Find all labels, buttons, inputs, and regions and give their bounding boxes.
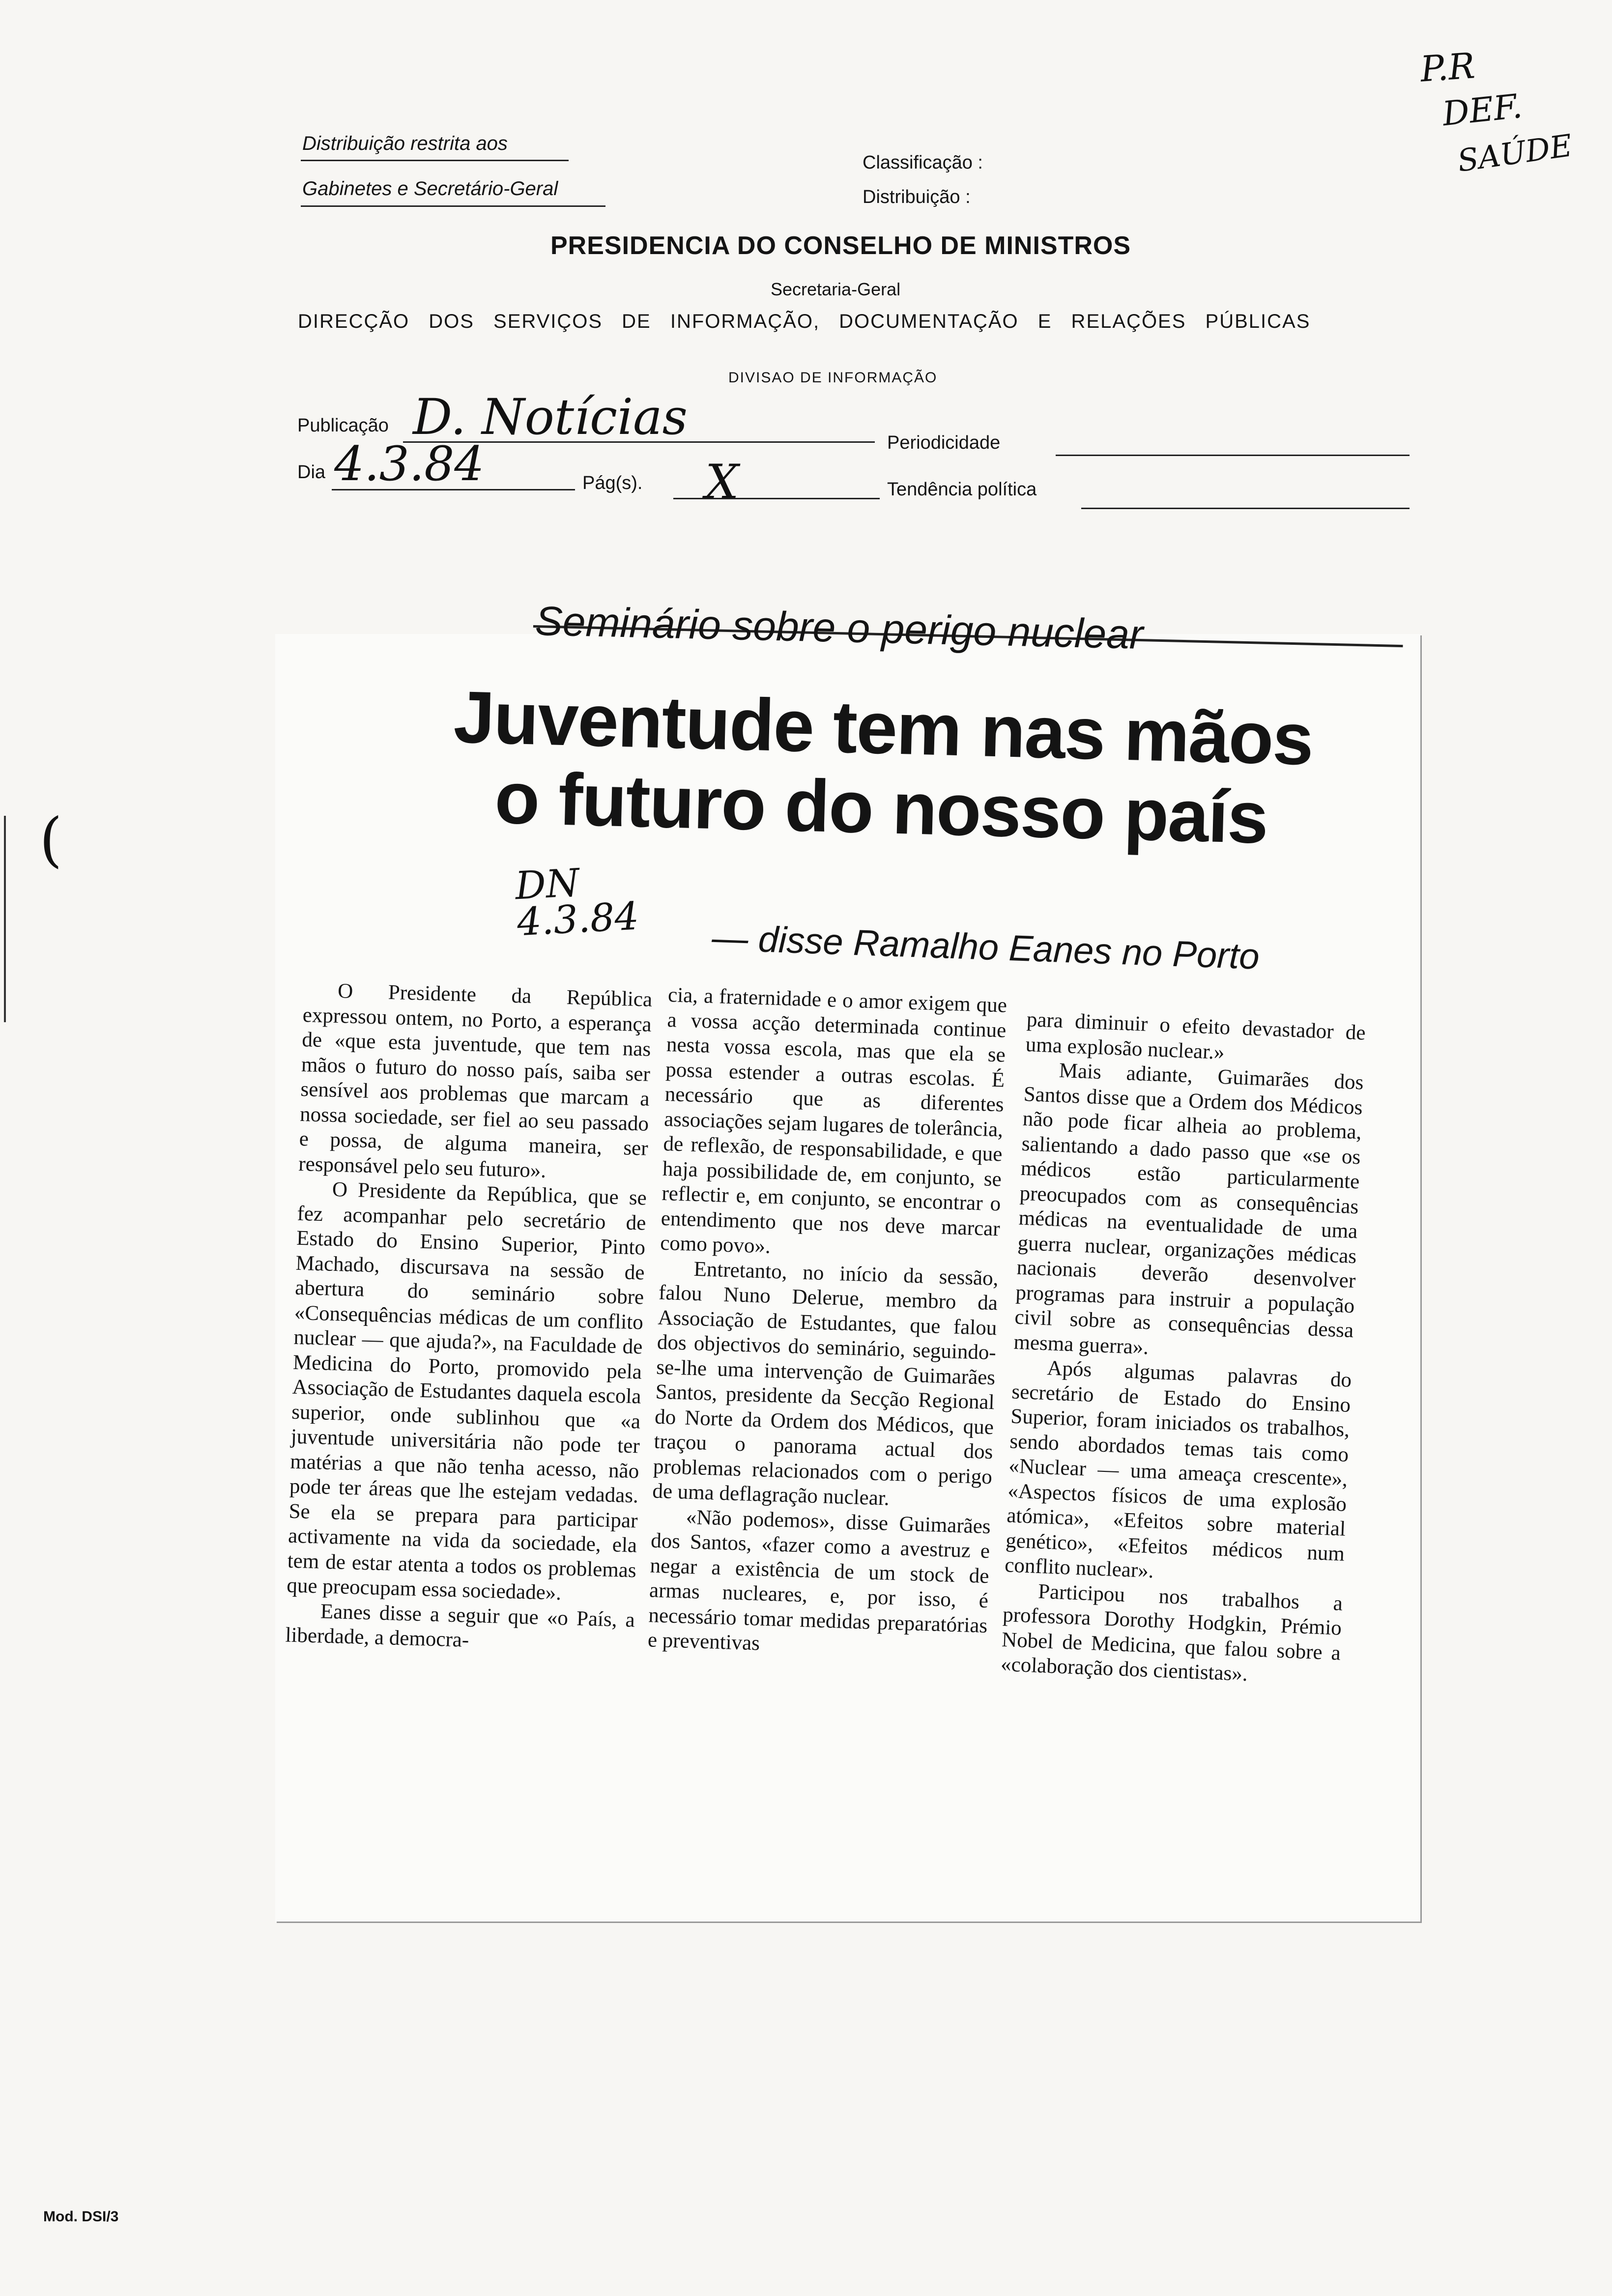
headline-line-1: Juventude tem nas mãos xyxy=(453,675,1314,780)
paragraph: O Presidente da República expressou ontem, no Porto, a esperança de «que esta juventude, que tem nas mãos o futuro do nosso país, saiba ser sensível aos problemas que marcam a nossa sociedade, ser fiel ao seu passado e possa, de alguma maneira, ser responsável pelo seu futuro». xyxy=(298,979,653,1182)
pags-label: Pág(s). xyxy=(582,473,643,493)
issuer-subtitle: Secretaria-Geral xyxy=(771,279,901,299)
handwritten-note-line1: P.R xyxy=(1419,45,1476,90)
article-headline xyxy=(376,675,1388,861)
clip-handwritten-note xyxy=(514,861,640,945)
tendencia-label: Tendência política xyxy=(887,479,1037,500)
paragraph: O Presidente da República, que se fez acompanhar pelo secretário de Estado do Ensino Superior, Pinto Machado, discursava na sessão de abertura do seminário sobre «Consequências médicas de um conflito nuclear — que ajuda?», na Faculdade de Medicina do Porto, promovido pela Associação de Estudantes daquela escola superior, onde sublinhou que «a juventude universitária não pode ter matérias a que não tenha acesso, não pode ter áreas que lhe estejam vedadas. Se ela se prepara para participar activamente na vida da sociedade, ela tem de estar atenta a todos os problemas que preocupam essa sociedade». xyxy=(286,1177,647,1605)
field-line xyxy=(1081,508,1410,509)
paragraph: para diminuir o efeito devastador de uma explosão nuclear.» xyxy=(1025,1007,1366,1064)
distribuicao-label: Distribuição : xyxy=(863,187,971,207)
pags-value: X xyxy=(705,455,739,510)
underline-rule xyxy=(301,160,569,161)
field-line xyxy=(673,498,880,499)
paragraph: «Não podemos», disse Guimarães dos Santos, «fazer como a avestruz e negar a existência de um stock de armas nucleares, e, por isso, é necessário tomar medidas preparatórias e preventivas xyxy=(647,1505,991,1655)
article-byline: — disse Ramalho Eanes no Porto xyxy=(711,917,1260,977)
article-column-2 xyxy=(647,983,1007,1664)
dia-value: 4.3.84 xyxy=(334,436,485,491)
handwritten-note-line3: SAÚDE xyxy=(1455,127,1575,179)
division-title: DIVISAO DE INFORMAÇÃO xyxy=(728,370,938,386)
restricted-distribution-line2: Gabinetes e Secretário-Geral xyxy=(302,178,558,200)
periodicidade-label: Periodicidade xyxy=(887,432,1001,453)
paragraph: Entretanto, no início da sessão, falou Nuno Delerue, membro da Associação de Estudantes, que falou dos objectivos do seminário, seguindo-se-lhe uma intervenção de Guimarães Santos, presidente da Secção Regional do Norte da Ordem dos Médicos, que traçou o panorama actual dos problemas relacionados com o perigo de uma deflagração nuclear. xyxy=(652,1257,999,1510)
field-line xyxy=(332,489,575,490)
paragraph: Eanes disse a seguir que «o País, a liberdade, a democra- xyxy=(285,1599,635,1652)
department-title: DIRECÇÃO DOS SERVIÇOS DE INFORMAÇÃO, DOCUMENTAÇÃO E RELAÇÕES PÚBLICAS xyxy=(298,311,1311,332)
paragraph: Após algumas palavras do secretário de Estado do Ensino Superior, foram iniciados os trabalhos, sendo abordados temas tais como «Nuclear — uma ameaça crescente», «Aspectos físicos de uma explosão atómica», «Efeitos sobre material genético», «Efeitos médicos num conflito nuclear». xyxy=(1004,1356,1353,1583)
publicacao-label: Publicação xyxy=(297,415,389,436)
paragraph: Mais adiante, Guimarães dos Santos disse que a Ordem dos Médicos não pode ficar alheia ao problema, salientando a dado passo que «se os médicos estão particularmente preocupados com as consequências médicas na eventualidade de uma guerra nuclear, organizações médicas nacionais deverão desenvolver programas para instruir a população civil sobre as consequências dessa mesma guerra». xyxy=(1013,1059,1364,1359)
handwritten-note-line2: DEF. xyxy=(1440,86,1525,134)
article-column-3 xyxy=(1000,1007,1366,1691)
article-column-1 xyxy=(285,978,653,1658)
publicacao-value: D. Notícias xyxy=(413,388,688,446)
issuer-title: PRESIDENCIA DO CONSELHO DE MINISTROS xyxy=(550,231,1131,260)
classificacao-label: Classificação : xyxy=(863,152,983,173)
paragraph: cia, a fraternidade e o amor exigem que a vossa acção determinada continue nesta vossa escola, mas que ela se possa estender a outras escolas. É necessário que as diferentes associações sejam lugares de tolerância, de reflexão, de responsabilidade, e que haja possibilidade de, em conjunto, se reflectir e, em conjunto, se encontrar o entendimento que nos deve marcar como povo». xyxy=(660,983,1008,1258)
paragraph: Participou nos trabalhos a professora Dorothy Hodgkin, Prémio Nobel de Medicina, que falou sobre a «colaboração dos cientistas». xyxy=(1000,1579,1343,1686)
form-code: Mod. DSI/3 xyxy=(43,2209,119,2225)
article-kicker: Seminário sobre o perigo nuclear xyxy=(534,597,1144,658)
underline-rule xyxy=(301,205,605,207)
headline-line-2: o futuro do nosso país xyxy=(493,756,1269,859)
clip-note-line1: DN xyxy=(514,861,581,909)
clip-note-line2: 4.3.84 xyxy=(516,894,640,945)
scan-edge-mark xyxy=(4,816,6,1022)
restricted-distribution-line1: Distribuição restrita aos xyxy=(302,133,508,154)
field-line xyxy=(1056,455,1410,456)
margin-mark: ( xyxy=(39,806,62,874)
dia-label: Dia xyxy=(297,462,326,483)
